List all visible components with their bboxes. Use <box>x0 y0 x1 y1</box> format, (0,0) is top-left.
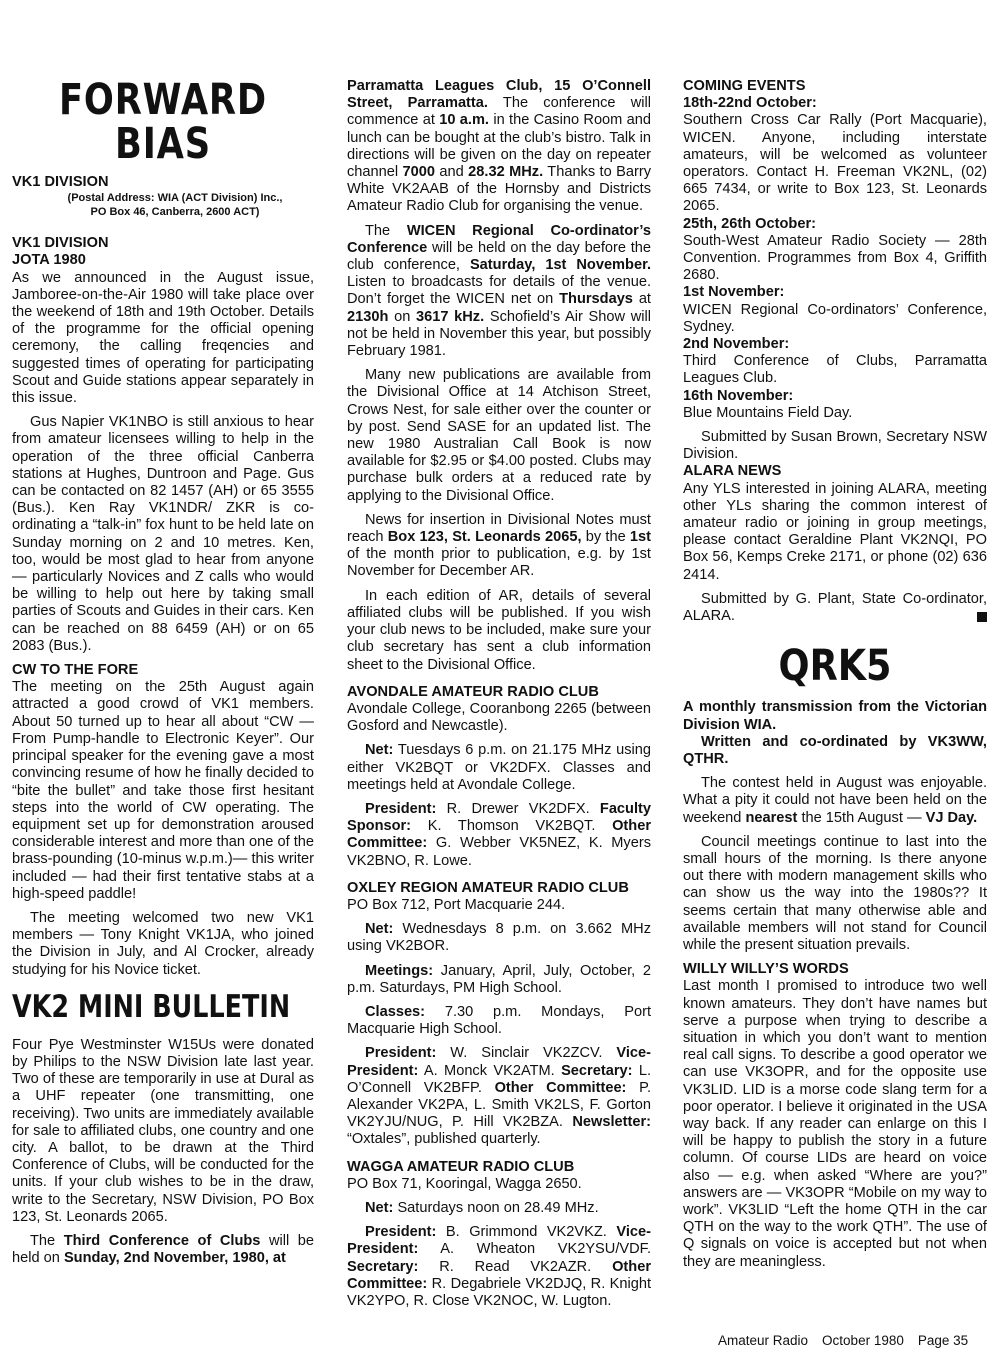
column-2 <box>347 78 651 1310</box>
event-4-text: Third Conference of Clubs, Parramatta Leagues Club. <box>683 353 987 387</box>
column-1 <box>12 75 315 1267</box>
event-2-text: South-West Amateur Radio Society — 28th Convention. Programmes from Box 4, Griffith 2680. <box>683 232 987 284</box>
avondale-net: Net: Tuesdays 6 p.m. on 21.175 MHz using either VK2BQT or VK2DFX. Classes and meetings held at Avondale College. <box>347 742 651 793</box>
footer-page: Page 35 <box>917 1333 969 1348</box>
wagga-heading: WAGGA AMATEUR RADIO CLUB <box>347 1158 575 1175</box>
qrk5-subtitle-2: Written and co-ordinated by VK3WW, QTHR. <box>683 733 987 767</box>
qrk5-paragraph-1: The contest held in August was enjoyable. What a pity it could not have been held on the weekend nearest the 15th August — VJ Day. <box>683 775 987 826</box>
vk2-bulletin-title: VK2 MINI BULLETIN <box>12 988 291 1025</box>
wicen-paragraph: The WICEN Regional Co-ordinator’s Conference will be held on the day before the club conference, Saturday, 1st November. Listen to broadcasts for details of the venue. Don’t forget the WICEN net on Thursdays at 2130h on 3617 kHz. Schofield’s Air Show will not be held in November this year, but possibly February 1981. <box>347 222 652 360</box>
end-square-icon <box>977 612 987 622</box>
forward-bias-title: FORWARD BIAS <box>59 75 267 169</box>
event-5-date: 16th November: <box>683 387 794 404</box>
avondale-heading: AVONDALE AMATEUR RADIO CLUB <box>347 683 599 700</box>
news-paragraph: News for insertion in Divisional Notes must reach Box 123, St. Leonards 2065, by the 1st of the month prior to publication, e.g. by 1st November for December AR. <box>347 511 652 580</box>
submitted-by-1: Submitted by Susan Brown, Secretary NSW Division. <box>683 429 987 463</box>
avondale-officers: President: R. Drewer VK2DFX. Faculty Sponsor: K. Thomson VK2BQT. Other Committee: G. Webber VK5NEZ, K. Myers VK2BNO, R. Lowe. <box>347 800 651 869</box>
cw-heading: CW TO THE FORE <box>12 662 139 679</box>
oxley-heading: OXLEY REGION AMATEUR RADIO CLUB <box>347 879 629 896</box>
jota-paragraph-1: As we announced in the August issue, Jamboree-on-the-Air 1980 will take place over the weekend of 18th and 19th October. Details of the programme for the official opening ceremony, the calling freqencies and suggested times of operating for participating Scout and Guide stations appear separately in this issue. <box>12 269 314 407</box>
oxley-classes: Classes: 7.30 p.m. Mondays, Port Macquarie High School. <box>347 1003 651 1038</box>
cw-paragraph-2: The meeting welcomed two new VK1 members — Tony Knight VK1JA, who joined the Division in July, and Al Crocker, already studying for his Novice ticket. <box>12 909 314 978</box>
postal-address: (Postal Address: WIA (ACT Division) Inc., PO Box 46, Canberra, 2600 ACT) <box>67 192 283 219</box>
event-3-date: 1st November: <box>683 284 785 301</box>
submitted-by-2: Submitted by G. Plant, State Co-ordinator, ALARA. <box>683 590 987 625</box>
clubs-paragraph: In each edition of AR, details of several affiliated clubs will be published. If you wish your club news to be included, make sure your club secretary has sent a club information sheet to the Divisional Office. <box>347 587 651 673</box>
alara-text: Any YLS interested in joining ALARA, meeting other YLs sharing the common interest of amateur radio or joining in group meetings, please contact Geraldine Plant VK2NQI, PO Box 56, Kemps Creke 2171, or phone (02) 636 2414. <box>683 480 987 583</box>
wagga-officers: President: B. Grimmond VK2VKZ. Vice-President: A. Wheaton VK2YSU/VDF. Secretary: R. Read VK2AZR. Other Committee: R. Degabriele VK2DJQ, R. Knight VK2YPO, R. Close VK2NOC, W. Lugton. <box>347 1224 651 1309</box>
oxley-net: Net: Wednesdays 8 p.m. on 3.662 MHz using VK2BOR. <box>347 921 651 955</box>
qrk5-subtitle-1: A monthly transmission from the Victorian Division WIA. <box>683 699 987 733</box>
event-1-text: Southern Cross Car Rally (Port Macquarie), WICEN. Anyone, including interstate amateurs, will be welcomed as volunteer operators. Contact H. Freeman VK2NL, (02) 665 7434, or write to Box 123, St. Leonards 2065. <box>683 112 987 215</box>
event-3-text: WICEN Regional Co-ordinators’ Conference, Sydney. <box>683 301 987 335</box>
qrk5-title: QRK5 <box>778 641 892 692</box>
event-2-date: 25th, 26th October: <box>683 215 816 232</box>
coming-events-heading: COMING EVENTS <box>683 78 806 94</box>
wagga-net: Net: Saturdays noon on 28.49 MHz. <box>365 1199 599 1216</box>
footer-issue: October 1980 <box>822 1333 904 1348</box>
conference-paragraph: Parramatta Leagues Club, 15 O’Connell Street, Parramatta. The conference will commence at 10 a.m. in the Casino Room and lunch can be bought at the club’s bistro. Talk in directions will be given on the day on repeater channel 7000 and 28.32 MHz. Thanks to Barry White VK2AAB of the Hornsby and Districts Amateur Radio Club for organising the venue. <box>347 78 652 215</box>
oxley-officers: President: W. Sinclair VK2ZCV. Vice-President: A. Monck VK2ATM. Secretary: L. O’Connell VK2BFP. Other Committee: P. Alexander VK2PA, L. Smith VK2LS, F. Gorton VK2YJU/NUG, P. Hill VK2BZA. Newsletter: “Oxtales”, published quarterly. <box>347 1045 651 1148</box>
jota-paragraph-2: Gus Napier VK1NBO is still anxious to hear from amateur licensees willing to help in the operation of the three official Canberra stations at Hughes, Duntroon and Page. Gus can be contacted on 82 1457 (AH) or 65 3555 (Bus.). Ken Ray VK1NDR/ ZKR is co-ordinating a “talk-in” fox hunt to be held late on Sunday morning on 2 and 10 metres. Ken, too, would be most glad to hear from anyone — particularly Novices and Z calls who would be willing to help out here by taking small parties of Scouts and Guides in their cars. Ken can be reached on 88 6459 (AH) or on 65 2083 (Bus.). <box>12 414 314 654</box>
page-footer <box>718 1333 968 1348</box>
event-1-date: 18th-22nd October: <box>683 95 817 112</box>
oxley-meetings: Meetings: January, April, July, October, 2 p.m. Saturdays, PM High School. <box>347 962 651 996</box>
event-4-date: 2nd November: <box>683 336 790 353</box>
footer-magazine: Amateur Radio <box>718 1333 809 1348</box>
cw-paragraph-1: The meeting on the 25th August again attracted a good crowd of VK1 members. About 50 turned up to hear all about “CW — From Pump-handle to Electronic Keyer”. Our principal speaker for the evening gave a most convincing resume of how he finally decided to “bite the bullet” and take those first hesitant steps into the world of CW operating. The equipment set up for demonstration aroused considerable interest and more than one of the brass-pounding (10-minus w.p.m.)— this writer included — had their first tentative stabs at a high-speed paddle! <box>12 679 314 902</box>
avondale-address: Avondale College, Cooranbong 2265 (between Gosford and Newcastle). <box>347 700 651 735</box>
willy-heading: WILLY WILLY’S WORDS <box>683 961 849 978</box>
division-heading-2: VK1 DIVISION <box>12 235 109 252</box>
wagga-address: PO Box 71, Kooringal, Wagga 2650. <box>347 1175 582 1192</box>
oxley-address: PO Box 712, Port Macquarie 244. <box>347 896 566 913</box>
alara-heading: ALARA NEWS <box>683 463 782 480</box>
publications-paragraph: Many new publications are available from the Divisional Office at 14 Atchison Street, Crows Nest, for sale either over the counter or by post. Send SASE for an updated list. The new 1980 Australian Call Book is now available for $2.95 or $4.00 posted. Clubs may purchase bulk orders at a reduced rate by applying to the Divisional Office. <box>347 367 651 504</box>
vk2-paragraph-2: The Third Conference of Clubs will be held on Sunday, 2nd November, 1980, at <box>12 1232 315 1267</box>
jota-heading: JOTA 1980 <box>12 252 86 269</box>
vk2-paragraph-1: Four Pye Westminster W15Us were donated by Philips to the NSW Division late last year. Two of these are temporarily in use at Dural as a UHF repeater (one transmitting, one receiving). Two units are immediately available for sale to affiliated clubs, one country and one city. A ballot, to be drawn at the Third Conference of Clubs, will be conducted for the units. If your club wishes to be in the draw, write to the Secretary, NSW Division, PO Box 123, St. Leonards 2065. <box>12 1036 314 1225</box>
event-5-text: Blue Mountains Field Day. <box>683 404 853 421</box>
column-3 <box>683 78 987 1271</box>
qrk5-paragraph-2: Council meetings continue to last into the small hours of the morning. Is there anyone out there with modern management skills who can show us the way into the 1980s?? It seems certain that many otherwise able and available members will not stand for Council while the present situation prevails. <box>683 833 987 953</box>
division-heading: VK1 DIVISION <box>12 174 109 190</box>
willy-text: Last month I promised to introduce two well known amateurs. They don’t have names but serve a purpose when trying to describe a situation in which you don’t want to mention real call signs. To describe a good operator we can use VK3OPR, and for the opposite use VK3LID. LID is a morse code slang term for a poor operator. I believe it originated in the USA way back. If any reader can enlarge on this I will be happy to publish the story in a future column. Of course LIDs are heard on voice also — e.g. when asked “Where are you?” answers are — VK3OPR “Mobile on my way to work”. VK3LID “Left the home QTH in the car QTH on the way to the work QTH”. The use of Q signals on voice is accepted but not when they are meaningless. <box>683 978 987 1270</box>
